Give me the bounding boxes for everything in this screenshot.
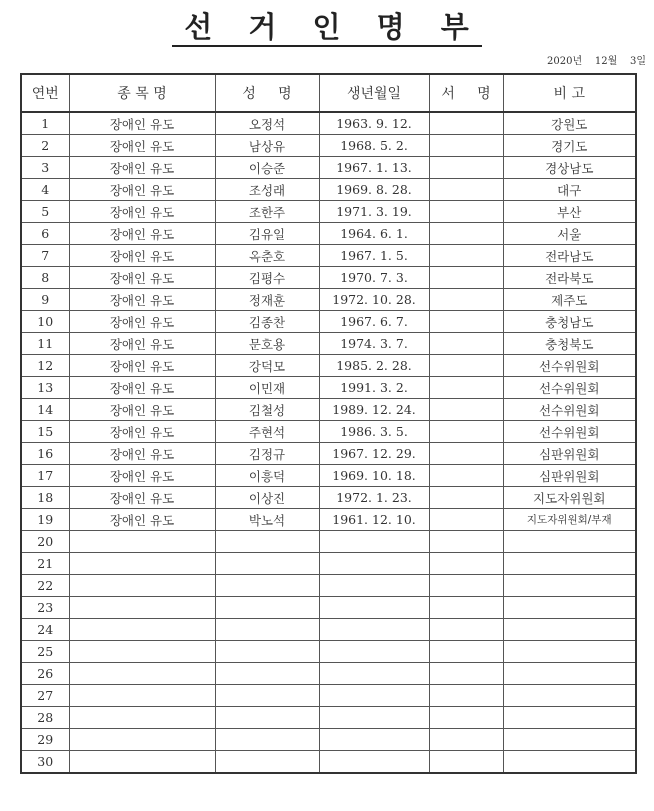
table-row	[21, 685, 636, 707]
sport-cell: 장애인 유도	[69, 289, 215, 311]
table-row	[21, 597, 636, 619]
sport-cell: 장애인 유도	[69, 179, 215, 201]
row-number: 15	[21, 421, 69, 443]
note-cell: 심판위원회	[503, 443, 636, 465]
row-number: 16	[21, 443, 69, 465]
table-row	[21, 333, 636, 355]
birthdate-cell: 1967. 12. 29.	[319, 443, 429, 465]
note-cell: 선수위원회	[503, 399, 636, 421]
signature-cell	[429, 465, 503, 487]
sport-cell: 장애인 유도	[69, 399, 215, 421]
row-number: 11	[21, 333, 69, 355]
note-cell	[503, 641, 636, 663]
sport-cell	[69, 751, 215, 774]
row-number: 17	[21, 465, 69, 487]
birthdate-cell	[319, 619, 429, 641]
row-number: 21	[21, 553, 69, 575]
birthdate-cell	[319, 685, 429, 707]
sport-cell	[69, 685, 215, 707]
table-row	[21, 355, 636, 377]
signature-cell	[429, 531, 503, 553]
birthdate-cell	[319, 553, 429, 575]
name-cell: 조성래	[215, 179, 319, 201]
table-row	[21, 465, 636, 487]
signature-cell	[429, 245, 503, 267]
table-row	[21, 707, 636, 729]
name-cell: 남상유	[215, 135, 319, 157]
sport-cell	[69, 619, 215, 641]
table-row	[21, 157, 636, 179]
header-note: 비 고	[503, 74, 636, 112]
name-cell	[215, 597, 319, 619]
signature-cell	[429, 377, 503, 399]
row-number: 24	[21, 619, 69, 641]
birthdate-cell: 1972. 1. 23.	[319, 487, 429, 509]
table-row	[21, 289, 636, 311]
header-name: 성 명	[215, 74, 319, 112]
signature-cell	[429, 619, 503, 641]
name-cell	[215, 663, 319, 685]
table-row	[21, 421, 636, 443]
row-number: 18	[21, 487, 69, 509]
birthdate-cell: 1971. 3. 19.	[319, 201, 429, 223]
name-cell: 김정규	[215, 443, 319, 465]
header-signature: 서 명	[429, 74, 503, 112]
sport-cell: 장애인 유도	[69, 223, 215, 245]
birthdate-cell	[319, 663, 429, 685]
sport-cell	[69, 663, 215, 685]
note-cell: 선수위원회	[503, 377, 636, 399]
name-cell: 김종찬	[215, 311, 319, 333]
birthdate-cell: 1989. 12. 24.	[319, 399, 429, 421]
signature-cell	[429, 641, 503, 663]
name-cell	[215, 707, 319, 729]
name-cell: 오정석	[215, 112, 319, 135]
row-number: 10	[21, 311, 69, 333]
note-cell	[503, 597, 636, 619]
birthdate-cell: 1968. 5. 2.	[319, 135, 429, 157]
sport-cell	[69, 575, 215, 597]
note-cell: 선수위원회	[503, 421, 636, 443]
header-birth: 생년월일	[319, 74, 429, 112]
table-row	[21, 135, 636, 157]
row-number: 20	[21, 531, 69, 553]
name-cell: 김유일	[215, 223, 319, 245]
note-cell	[503, 619, 636, 641]
row-number: 6	[21, 223, 69, 245]
birthdate-cell: 1963. 9. 12.	[319, 112, 429, 135]
name-cell: 정재훈	[215, 289, 319, 311]
table-row	[21, 179, 636, 201]
birthdate-cell: 1970. 7. 3.	[319, 267, 429, 289]
birthdate-cell: 1974. 3. 7.	[319, 333, 429, 355]
sport-cell	[69, 641, 215, 663]
signature-cell	[429, 751, 503, 774]
name-cell: 이승준	[215, 157, 319, 179]
signature-cell	[429, 553, 503, 575]
sport-cell: 장애인 유도	[69, 421, 215, 443]
note-cell	[503, 685, 636, 707]
birthdate-cell	[319, 641, 429, 663]
signature-cell	[429, 729, 503, 751]
row-number: 8	[21, 267, 69, 289]
birthdate-cell	[319, 707, 429, 729]
name-cell	[215, 619, 319, 641]
row-number: 1	[21, 112, 69, 135]
birthdate-cell: 1967. 6. 7.	[319, 311, 429, 333]
row-number: 26	[21, 663, 69, 685]
row-number: 2	[21, 135, 69, 157]
row-number: 3	[21, 157, 69, 179]
name-cell: 주현석	[215, 421, 319, 443]
birthdate-cell: 1969. 8. 28.	[319, 179, 429, 201]
note-cell: 전라북도	[503, 267, 636, 289]
sport-cell: 장애인 유도	[69, 112, 215, 135]
note-cell: 제주도	[503, 289, 636, 311]
row-number: 19	[21, 509, 69, 531]
sport-cell: 장애인 유도	[69, 465, 215, 487]
signature-cell	[429, 135, 503, 157]
row-number: 22	[21, 575, 69, 597]
table-row	[21, 531, 636, 553]
name-cell: 이상진	[215, 487, 319, 509]
birthdate-cell: 1991. 3. 2.	[319, 377, 429, 399]
note-cell: 강원도	[503, 112, 636, 135]
table-row	[21, 509, 636, 531]
name-cell	[215, 575, 319, 597]
table-row	[21, 399, 636, 421]
signature-cell	[429, 509, 503, 531]
note-cell	[503, 751, 636, 774]
note-cell: 경상남도	[503, 157, 636, 179]
note-cell: 지도자위원회	[503, 487, 636, 509]
sport-cell	[69, 553, 215, 575]
name-cell: 문호용	[215, 333, 319, 355]
table-row	[21, 751, 636, 774]
note-cell: 지도자위원회/부재	[503, 509, 636, 531]
sport-cell: 장애인 유도	[69, 157, 215, 179]
sport-cell: 장애인 유도	[69, 355, 215, 377]
birthdate-cell	[319, 575, 429, 597]
name-cell: 박노석	[215, 509, 319, 531]
row-number: 12	[21, 355, 69, 377]
table-row	[21, 443, 636, 465]
signature-cell	[429, 333, 503, 355]
row-number: 27	[21, 685, 69, 707]
note-cell: 충청남도	[503, 311, 636, 333]
sport-cell: 장애인 유도	[69, 377, 215, 399]
signature-cell	[429, 421, 503, 443]
row-number: 9	[21, 289, 69, 311]
signature-cell	[429, 223, 503, 245]
note-cell	[503, 707, 636, 729]
voter-roster-table	[20, 73, 637, 774]
name-cell	[215, 751, 319, 774]
birthdate-cell: 1961. 12. 10.	[319, 509, 429, 531]
row-number: 4	[21, 179, 69, 201]
table-row	[21, 553, 636, 575]
row-number: 5	[21, 201, 69, 223]
name-cell	[215, 553, 319, 575]
birthdate-cell: 1985. 2. 28.	[319, 355, 429, 377]
birthdate-cell	[319, 597, 429, 619]
table-row	[21, 663, 636, 685]
name-cell	[215, 531, 319, 553]
header-no: 연번	[21, 74, 69, 112]
document-title	[0, 10, 654, 47]
signature-cell	[429, 157, 503, 179]
row-number: 29	[21, 729, 69, 751]
birthdate-cell	[319, 729, 429, 751]
header-sport: 종 목 명	[69, 74, 215, 112]
row-number: 23	[21, 597, 69, 619]
note-cell	[503, 575, 636, 597]
name-cell	[215, 685, 319, 707]
signature-cell	[429, 267, 503, 289]
signature-cell	[429, 707, 503, 729]
signature-cell	[429, 355, 503, 377]
row-number: 28	[21, 707, 69, 729]
signature-cell	[429, 289, 503, 311]
table-row	[21, 201, 636, 223]
table-row	[21, 729, 636, 751]
name-cell: 강덕모	[215, 355, 319, 377]
sport-cell	[69, 531, 215, 553]
note-cell: 심판위원회	[503, 465, 636, 487]
sport-cell: 장애인 유도	[69, 443, 215, 465]
note-cell: 부산	[503, 201, 636, 223]
note-cell: 전라남도	[503, 245, 636, 267]
signature-cell	[429, 487, 503, 509]
birthdate-cell: 1969. 10. 18.	[319, 465, 429, 487]
name-cell: 이흥덕	[215, 465, 319, 487]
birthdate-cell: 1967. 1. 13.	[319, 157, 429, 179]
table-header-row	[21, 74, 636, 112]
signature-cell	[429, 311, 503, 333]
table-row	[21, 223, 636, 245]
birthdate-cell: 1986. 3. 5.	[319, 421, 429, 443]
sport-cell	[69, 707, 215, 729]
sport-cell: 장애인 유도	[69, 509, 215, 531]
note-cell: 대구	[503, 179, 636, 201]
table-body	[21, 112, 636, 773]
name-cell: 김철성	[215, 399, 319, 421]
signature-cell	[429, 112, 503, 135]
table-row	[21, 311, 636, 333]
row-number: 14	[21, 399, 69, 421]
signature-cell	[429, 575, 503, 597]
signature-cell	[429, 685, 503, 707]
note-cell	[503, 531, 636, 553]
name-cell	[215, 729, 319, 751]
note-cell: 경기도	[503, 135, 636, 157]
table-row	[21, 487, 636, 509]
sport-cell: 장애인 유도	[69, 333, 215, 355]
note-cell	[503, 553, 636, 575]
name-cell: 김평수	[215, 267, 319, 289]
sport-cell: 장애인 유도	[69, 487, 215, 509]
note-cell: 서울	[503, 223, 636, 245]
name-cell: 조한주	[215, 201, 319, 223]
note-cell: 선수위원회	[503, 355, 636, 377]
name-cell: 이민재	[215, 377, 319, 399]
document-title-text: 선 거 인 명 부	[172, 10, 481, 47]
table-row	[21, 641, 636, 663]
table-row	[21, 245, 636, 267]
birthdate-cell: 1964. 6. 1.	[319, 223, 429, 245]
birthdate-cell: 1967. 1. 5.	[319, 245, 429, 267]
row-number: 13	[21, 377, 69, 399]
table-row	[21, 112, 636, 135]
sport-cell: 장애인 유도	[69, 267, 215, 289]
birthdate-cell	[319, 531, 429, 553]
signature-cell	[429, 179, 503, 201]
birthdate-cell	[319, 751, 429, 774]
name-cell: 옥춘호	[215, 245, 319, 267]
row-number: 25	[21, 641, 69, 663]
birthdate-cell: 1972. 10. 28.	[319, 289, 429, 311]
signature-cell	[429, 663, 503, 685]
note-cell	[503, 729, 636, 751]
table-row	[21, 575, 636, 597]
table-row	[21, 377, 636, 399]
table-row	[21, 267, 636, 289]
signature-cell	[429, 597, 503, 619]
sport-cell: 장애인 유도	[69, 245, 215, 267]
sport-cell: 장애인 유도	[69, 201, 215, 223]
signature-cell	[429, 443, 503, 465]
name-cell	[215, 641, 319, 663]
sport-cell	[69, 597, 215, 619]
signature-cell	[429, 399, 503, 421]
table-row	[21, 619, 636, 641]
document-date: 2020년 12월 3일	[547, 56, 646, 67]
sport-cell: 장애인 유도	[69, 135, 215, 157]
note-cell	[503, 663, 636, 685]
row-number: 30	[21, 751, 69, 774]
sport-cell: 장애인 유도	[69, 311, 215, 333]
sport-cell	[69, 729, 215, 751]
note-cell: 충청북도	[503, 333, 636, 355]
row-number: 7	[21, 245, 69, 267]
signature-cell	[429, 201, 503, 223]
